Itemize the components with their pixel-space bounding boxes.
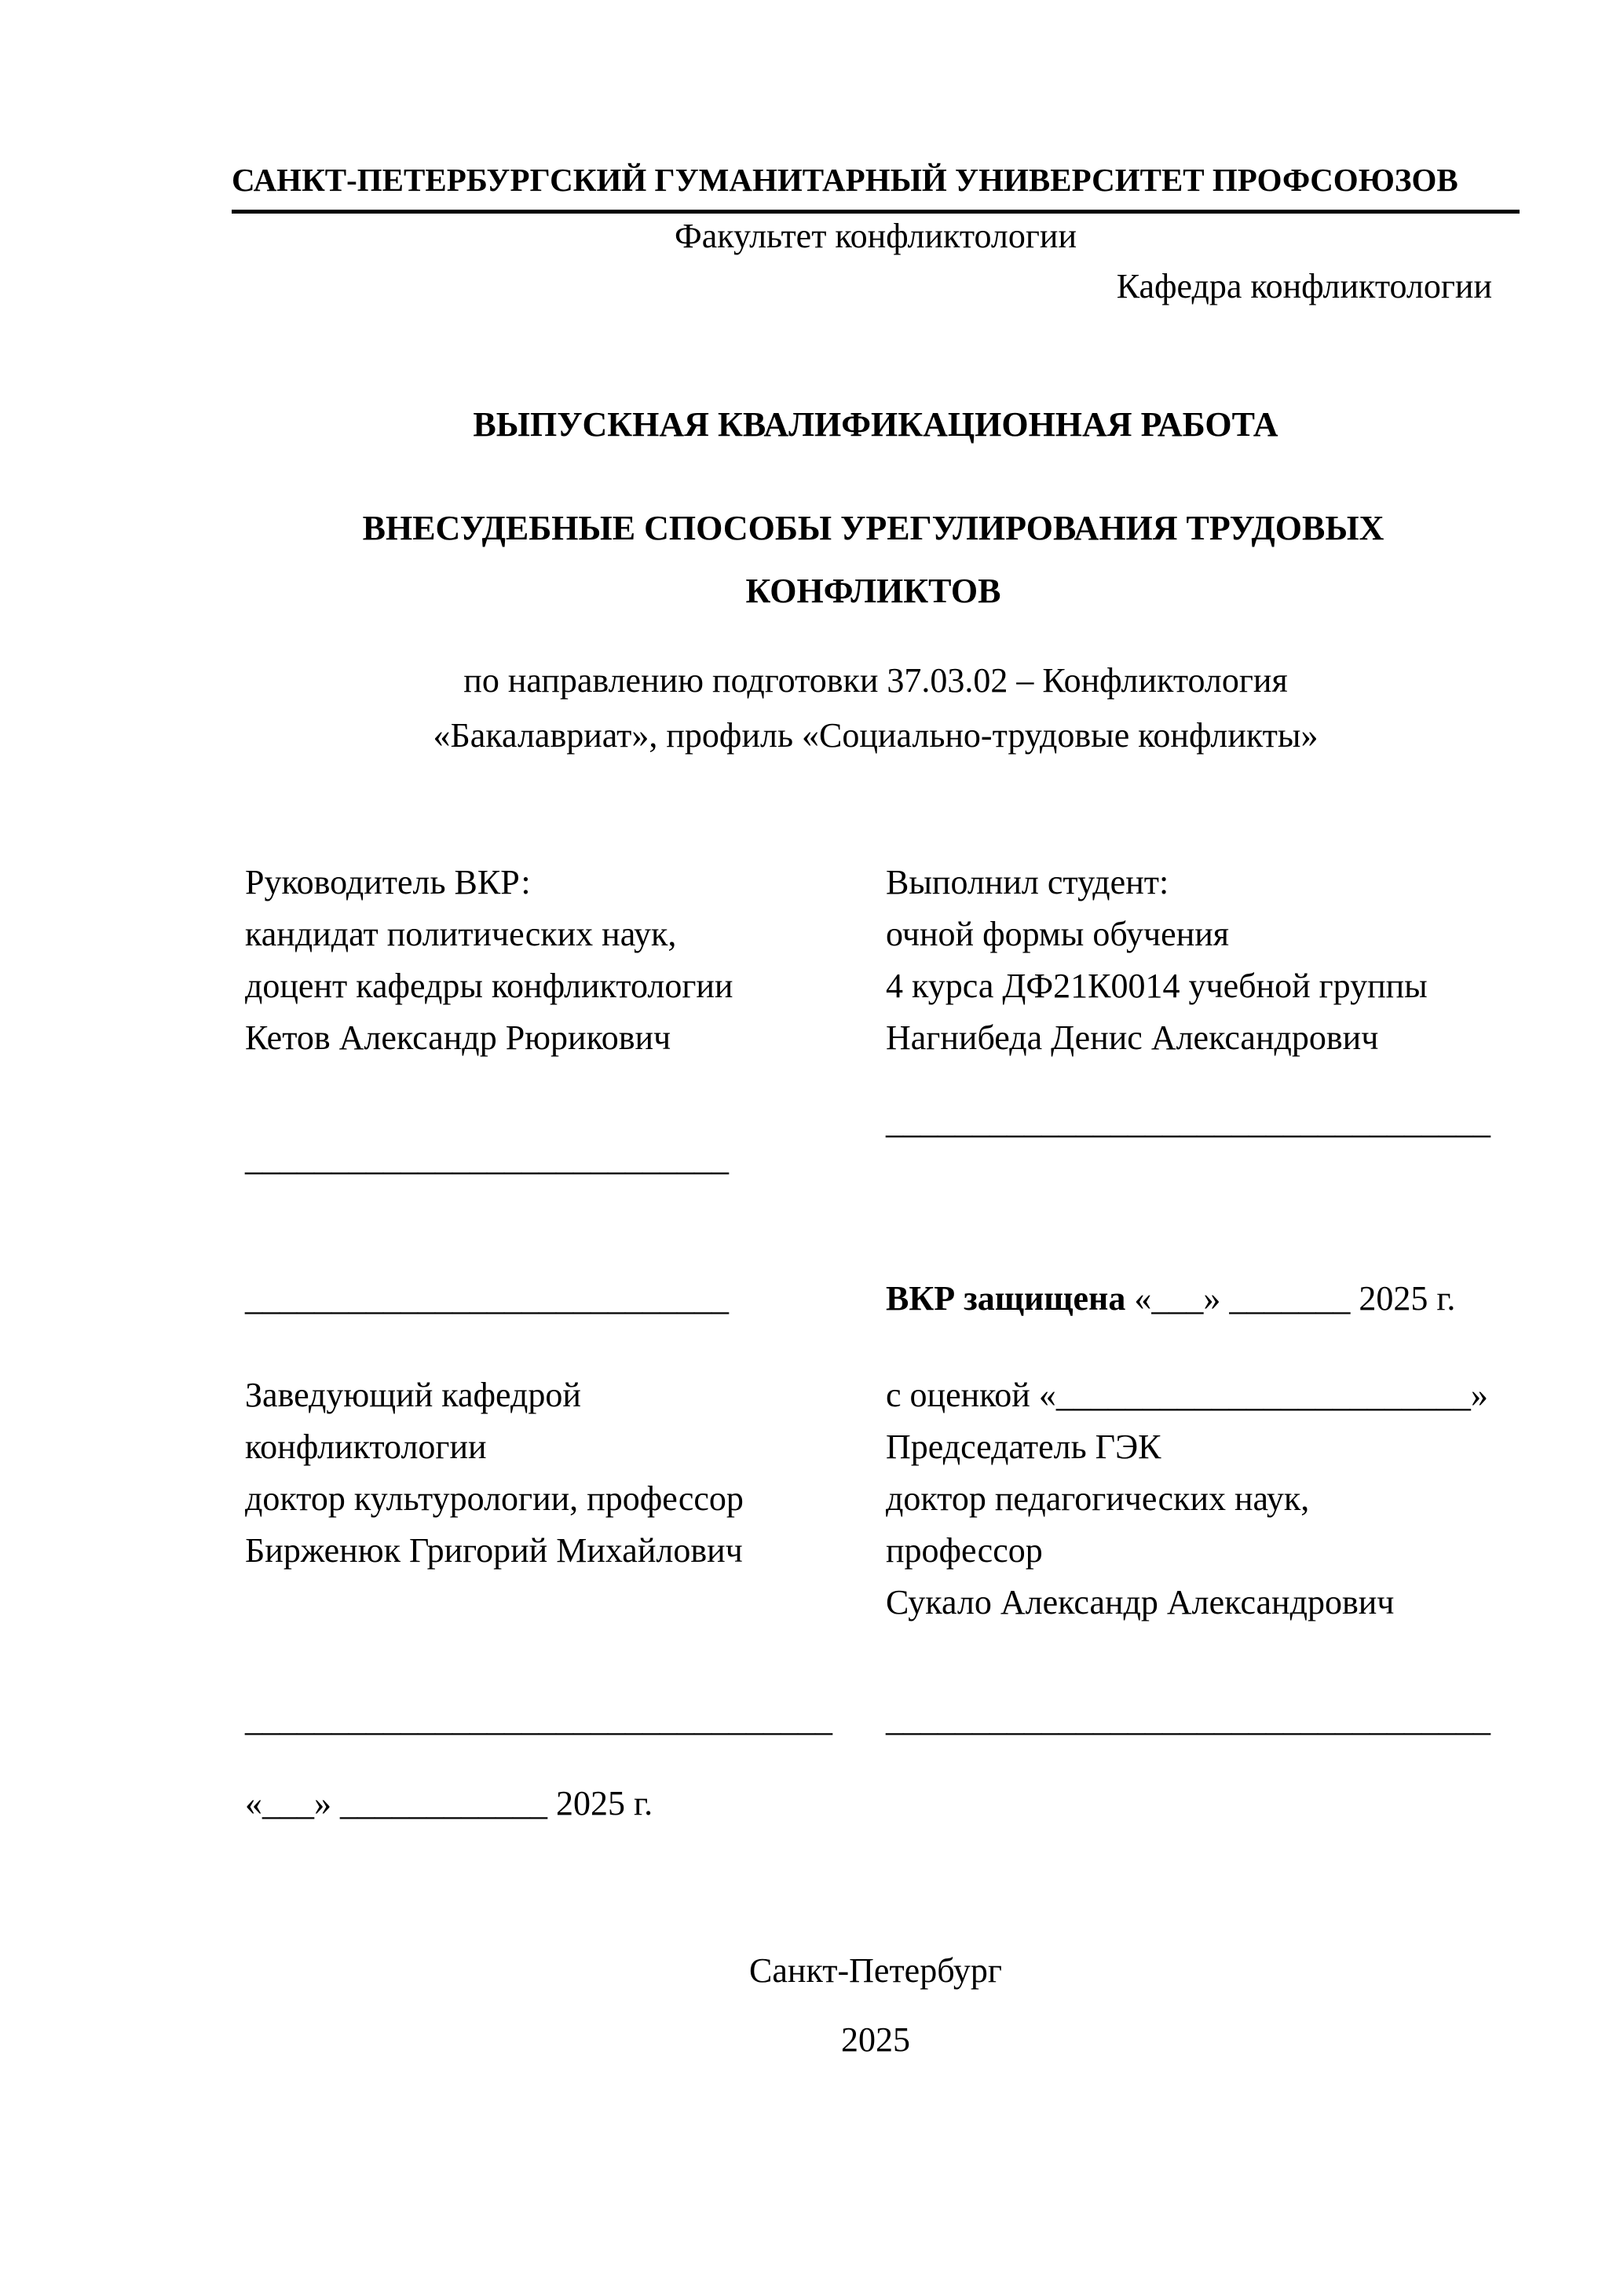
head-name: Бирженюк Григорий Михайлович: [245, 1531, 743, 1570]
program-direction: по направлению подготовки 37.03.02 – Конфликтология: [463, 661, 1288, 700]
defense-date-blank: «___» _______ 2025 г.: [1125, 1279, 1456, 1318]
advisor-degree: кандидат политических наук,: [245, 915, 677, 953]
defense-committee-block: [886, 1369, 1488, 1629]
chair-signature-line: ___________________________________: [886, 1700, 1490, 1738]
head-role-line2: конфликтологии: [245, 1428, 487, 1466]
advisor-position: доцент кафедры конфликтологии: [245, 967, 733, 1005]
department-name: Кафедра конфликтологии: [1116, 267, 1492, 305]
faculty-name: Факультет конфликтологии: [674, 217, 1077, 255]
program-info: [232, 653, 1520, 763]
student-label: Выполнил студент:: [886, 863, 1169, 901]
university-name: САНКТ-ПЕТЕРБУРГСКИЙ ГУМАНИТАРНЫЙ УНИВЕРСИТЕТ ПРОФСОЮЗОВ: [232, 162, 1458, 198]
grade-blank-line: с оценкой «________________________»: [886, 1376, 1488, 1414]
defense-label: ВКР защищена: [886, 1279, 1126, 1318]
advisor-signature-line-2: ____________________________: [245, 1279, 729, 1318]
committee-chair-label: Председатель ГЭК: [886, 1428, 1161, 1466]
advisor-role-label: Руководитель ВКР:: [245, 863, 531, 901]
student-study-form: очной формы обучения: [886, 915, 1230, 953]
chair-degree: доктор педагогических наук,: [886, 1479, 1310, 1518]
head-date-blank: «___» ____________ 2025 г.: [245, 1784, 653, 1823]
student-name: Нагнибеда Денис Александрович: [886, 1018, 1379, 1057]
chair-title: профессор: [886, 1531, 1043, 1570]
advisor-name: Кетов Александр Рюрикович: [245, 1018, 671, 1057]
head-signature-line: __________________________________: [245, 1700, 832, 1738]
footer-city: Санкт-Петербург: [749, 1951, 1002, 1990]
thesis-title: ВНЕСУДЕБНЫЕ СПОСОБЫ УРЕГУЛИРОВАНИЯ ТРУДОВЫХ КОНФЛИКТОВ: [362, 509, 1384, 610]
advisor-block: [245, 857, 733, 1064]
department-head-block: [245, 1369, 744, 1577]
student-signature-line: ___________________________________: [886, 1102, 1490, 1141]
program-profile: «Бакалавриат», профиль «Социально-трудовые конфликты»: [433, 716, 1319, 755]
student-group: 4 курса ДФ21К0014 учебной группы: [886, 967, 1428, 1005]
head-role-line1: Заведующий кафедрой: [245, 1376, 581, 1414]
advisor-signature-line-1: ____________________________: [245, 1139, 729, 1178]
defense-date-line: [886, 1273, 1455, 1325]
footer-year: 2025: [841, 2020, 910, 2059]
head-degree: доктор культурологии, профессор: [245, 1479, 744, 1518]
university-header: [232, 161, 1520, 214]
chair-name: Сукало Александр Александрович: [886, 1583, 1395, 1621]
student-block: [886, 857, 1428, 1064]
work-type-heading: ВЫПУСКНАЯ КВАЛИФИКАЦИОННАЯ РАБОТА: [473, 405, 1278, 444]
